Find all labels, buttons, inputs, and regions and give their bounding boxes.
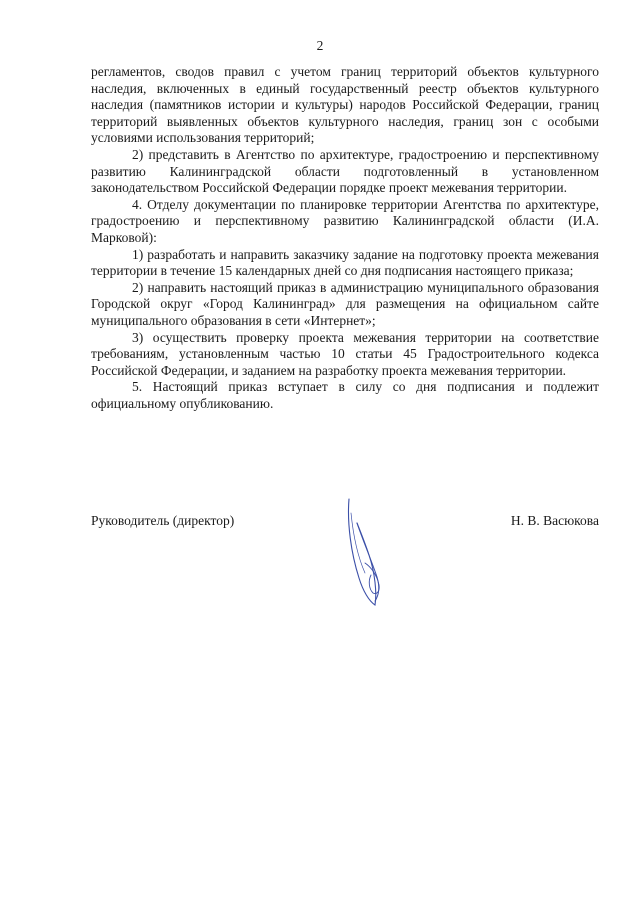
paragraph-section-4-item-1: 1) разработать и направить заказчику задание на подготовку проекта межевания территории в течение 15 календарных дней со дня подписания настоящего приказа; — [91, 246, 599, 279]
signer-title: Руководитель (директор) — [91, 513, 235, 528]
page-number: 2 — [316, 38, 324, 53]
document-body — [91, 64, 599, 412]
paragraph-section-4-item-2: 2) направить настоящий приказ в администрацию муниципального образования Городской округ «Город Калининград» для размещения на официальном сайте муниципального образования в сети «Интернет»; — [91, 279, 599, 328]
paragraph-section-4: 4. Отделу документации по планировке территории Агентства по архитектуре, градостроению и перспективному развитию Калининградской области (И.А. Марковой): — [91, 196, 599, 245]
paragraph-section-4-item-3: 3) осуществить проверку проекта межевания территории на соответствие требованиям, установленным частью 10 статьи 45 Градостроительного кодекса Российской Федерации, и заданием на разработку проекта межевания территории. — [91, 329, 599, 378]
paragraph-section-5: 5. Настоящий приказ вступает в силу со дня подписания и подлежит официальному опубликованию. — [91, 379, 599, 411]
handwritten-signature — [335, 493, 395, 608]
signer-name: Н. В. Васюкова — [510, 513, 599, 528]
paragraph-item-2-submit: 2) представить в Агентство по архитектуре, градостроению и перспективному развитию Калининградской области подготовленный в установленном законодательством Российской Федерации порядке проект межевания территории. — [91, 146, 599, 196]
paragraph-continuation: регламентов, сводов правил с учетом границ территорий объектов культурного наследия, включенных в единый государственный реестр объектов культурного наследия (памятников истории и культуры) народов Российской Федерации, границ территорий выявленных объектов культурного наследия, границ зон с особыми условиями использования территорий; — [91, 64, 599, 146]
